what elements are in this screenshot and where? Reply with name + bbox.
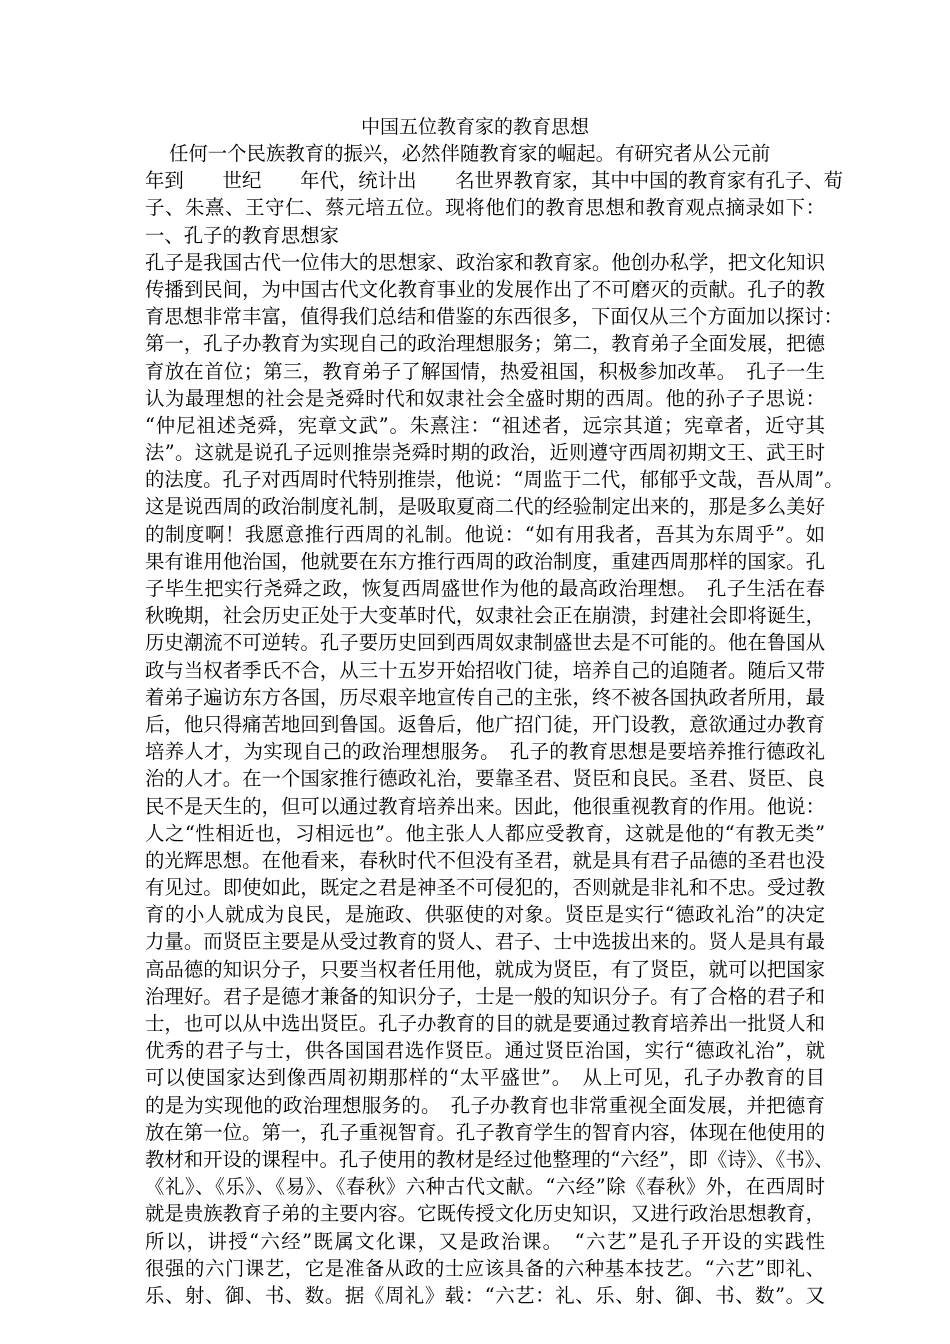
text-line: “仲尼祖述尧舜，宪章文武”。朱熹注：“祖述者，远宗其道；宪章者，近守其 [145, 413, 825, 437]
text-line: 的光辉思想。在他看来，春秋时代不但没有圣君，就是具有君子品德的圣君也没 [145, 848, 825, 872]
text-line: 秋晚期，社会历史正处于大变革时代，奴隶社会正在崩溃，封建社会即将诞生， [145, 604, 825, 628]
text-line: 力量。而贤臣主要是从受过教育的贤人、君子、士中选拔出来的。贤人是具有最 [145, 930, 825, 954]
text-line: 教材和开设的课程中。孔子使用的教材是经过他整理的“六经”，即《诗》、《书》、 [145, 1147, 834, 1171]
text-line: 培养人才，为实现自己的政治理想服务。 孔子的教育思想是要培养推行德政礼 [145, 740, 825, 764]
text-line: 人之“性相近也，习相远也”。他主张人人都应受教育，这就是他的“有教无类” [145, 821, 825, 845]
text-line: 政与当权者季氏不合，从三十五岁开始招收门徒，培养自己的追随者。随后又带 [145, 658, 825, 682]
text-line: 的制度啊！我愿意推行西周的礼制。他说：“如有用我者，吾其为东周乎”。如 [145, 522, 825, 546]
text-line: 高品德的知识分子，只要当权者任用他，就成为贤臣，有了贤臣，就可以把国家 [145, 957, 825, 981]
text-line: 就是贵族教育子弟的主要内容。它既传授文化历史知识，又进行政治思想教育， [145, 1202, 825, 1226]
text-line: 乐、射、御、书、数。据《周礼》载：“六艺：礼、乐、射、御、书、数”。又 [145, 1283, 825, 1307]
text-line: 第一，孔子办教育为实现自己的政治理想服务；第二，教育弟子全面发展，把德 [145, 332, 825, 356]
text-line: 后，他只得痛苦地回到鲁国。返鲁后，他广招门徒，开门设教，意欲通过办教育 [145, 712, 825, 736]
text-line: 这是说西周的政治制度礼制，是吸取夏商二代的经验制定出来的，那是多么美好 [145, 495, 825, 519]
text-line: 有见过。即使如此，既定之君是神圣不可侵犯的，否则就是非礼和不忠。受过教 [145, 876, 825, 900]
text-line: 优秀的君子与士，供各国国君选作贤臣。通过贤臣治国，实行“德政礼治”，就 [145, 1039, 825, 1063]
document-body [145, 140, 844, 1309]
text-line: 育放在首位；第三，教育弟子了解国情，热爱祖国，积极参加改革。 孔子一生 [145, 359, 825, 383]
text-line: 《礼》、《乐》、《易》、《春秋》六种古代文献。“六经”除《春秋》外，在西周时 [145, 1175, 825, 1199]
text-line: 士，也可以从中选出贤臣。孔子办教育的目的就是要通过教育培养出一批贤人和 [145, 1012, 825, 1035]
text-line: 很强的六门课艺，它是准备从政的士应该具备的六种基本技艺。“六艺”即礼、 [145, 1256, 825, 1280]
text-line: 着弟子遍访东方各国，历尽艰辛地宣传自己的主张，终不被各国执政者所用，最 [145, 685, 825, 709]
text-line: 可以使国家达到像西周初期那样的“太平盛世”。 从上可见，孔子办教育的目 [145, 1066, 825, 1090]
text-line: 的是为实现他的政治理想服务的。 孔子办教育也非常重视全面发展，并把德育 [145, 1093, 825, 1117]
text-line: 历史潮流不可逆转。孔子要历史回到西周奴隶制盛世去是不可能的。他在鲁国从 [145, 631, 825, 655]
text-line: 任何一个民族教育的振兴，必然伴随教育家的崛起。有研究者从公元前 [169, 142, 771, 165]
text-line: 年到 世纪 年代，统计出 名世界教育家，其中中国的教育家有孔子、荀 [145, 169, 844, 193]
text-line: 治理好。君子是德才兼备的知识分子，士是一般的知识分子。有了合格的君子和 [145, 984, 825, 1008]
section-heading: 一、孔子的教育思想家 [145, 223, 339, 247]
document-title: 中国五位教育家的教育思想 [360, 116, 589, 138]
text-line: 果有谁用他治国，他就要在东方推行西周的政治制度，重建西周那样的国家。孔 [145, 549, 825, 573]
text-line: 认为最理想的社会是尧舜时代和奴隶社会全盛时期的西周。他的孙子子思说： [145, 386, 825, 410]
text-line: 子毕生把实行尧舜之政，恢复西周盛世作为他的最高政治理想。 孔子生活在春 [145, 577, 825, 600]
text-line: 所以，讲授“六经”既属文化课，又是政治课。 “六艺”是孔子开设的实践性 [145, 1229, 825, 1253]
text-line: 法”。这就是说孔子远则推崇尧舜时期的政治，近则遵守西周初期文王、武王时 [145, 441, 825, 465]
text-line: 育思想非常丰富，值得我们总结和借鉴的东西很多，下面仅从三个方面加以探讨： [145, 305, 844, 329]
text-line: 传播到民间，为中国古代文化教育事业的发展作出了不可磨灭的贡献。孔子的教 [145, 277, 825, 301]
text-line: 治的人才。在一个国家推行德政礼治，要靠圣君、贤臣和良民。圣君、贤臣、良 [145, 767, 825, 791]
text-line: 的法度。孔子对西周时代特别推崇，他说：“周监于二代，郁郁乎文哉，吾从周”。 [145, 468, 844, 492]
text-line: 孔子是我国古代一位伟大的思想家、政治家和教育家。他创办私学，把文化知识 [145, 250, 825, 274]
text-line: 放在第一位。第一，孔子重视智育。孔子教育学生的智育内容，体现在他使用的 [145, 1120, 825, 1144]
text-line: 育的小人就成为良民，是施政、供驱使的对象。贤臣是实行“德政礼治”的决定 [145, 903, 825, 927]
text-line: 民不是天生的，但可以通过教育培养出来。因此，他很重视教育的作用。他说： [145, 794, 825, 818]
text-line: 子、朱熹、王守仁、蔡元培五位。现将他们的教育思想和教育观点摘录如下： [145, 196, 825, 220]
